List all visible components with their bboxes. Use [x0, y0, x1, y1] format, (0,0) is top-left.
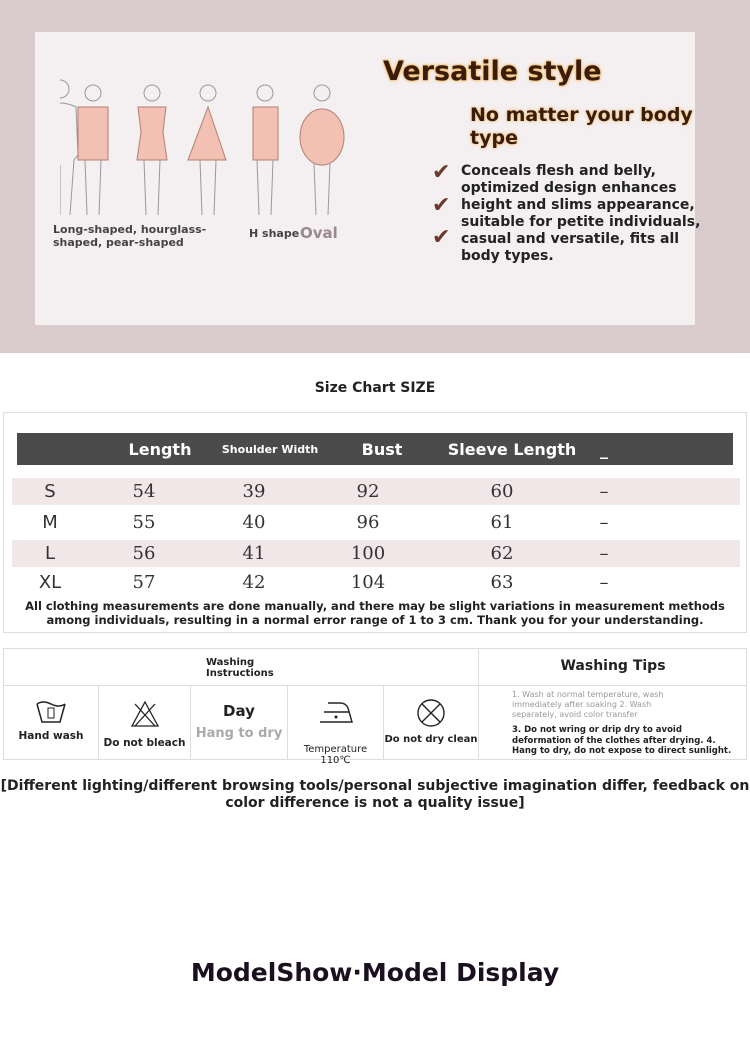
size-value: 55 — [132, 512, 156, 533]
no-dry-clean-icon — [416, 698, 446, 728]
size-cell: M — [42, 512, 58, 533]
shape-label-oval: Oval — [300, 224, 338, 242]
size-value: – — [599, 543, 609, 564]
hand-wash-icon — [34, 698, 68, 726]
washing-tip-2: 3. Do not wring or drip dry to avoid deformation of the clothes after drying. 4. Hang to dry, do not expose to direct sunlight. — [512, 725, 732, 756]
header-shoulder: Shoulder Width — [221, 443, 319, 456]
no-bleach-icon — [130, 700, 160, 728]
model-display-title: ModelShow·Model Display — [190, 958, 560, 987]
washing-table — [3, 648, 747, 766]
no-bleach-label: Do not bleach — [103, 737, 186, 749]
size-cell: S — [44, 481, 56, 502]
hero-title: Versatile style — [383, 56, 602, 87]
shape-label-h: H shape — [249, 227, 300, 240]
size-value: 56 — [132, 543, 156, 564]
size-value: 61 — [490, 512, 514, 533]
size-value: 57 — [132, 572, 156, 593]
hand-wash-label: Hand wash — [18, 730, 84, 742]
body-shapes-illustration — [60, 75, 360, 220]
hero-description: Conceals flesh and belly, optimized design enhances height and slims appearance, suitable for petite individuals, casual and versatile, fits all body types. — [461, 163, 701, 264]
check-icon: ✔ — [432, 193, 451, 218]
size-value: 40 — [242, 512, 266, 533]
header-bust: Bust — [361, 440, 403, 459]
hang-dry-label: Hang to dry — [195, 726, 283, 741]
size-value: – — [599, 481, 609, 502]
size-value: – — [599, 512, 609, 533]
color-disclaimer: [Different lighting/different browsing tools/personal subjective imagination differ, feedback on color difference is not a quality issue] — [0, 778, 750, 811]
iron-icon — [318, 700, 354, 724]
size-value: 54 — [132, 481, 156, 502]
size-value: 62 — [490, 543, 514, 564]
size-value: 41 — [242, 543, 266, 564]
size-row — [12, 509, 740, 536]
size-value: 104 — [350, 572, 386, 593]
hero-subtitle: No matter your body type — [470, 104, 693, 149]
size-value: 63 — [490, 572, 514, 593]
size-value: 60 — [490, 481, 514, 502]
size-value: 42 — [242, 572, 266, 593]
size-value: 92 — [356, 481, 380, 502]
size-row — [12, 540, 740, 567]
size-cell: XL — [38, 572, 62, 593]
temperature-label: Temperature 110℃ — [303, 744, 368, 766]
no-dry-clean-label: Do not dry clean — [384, 734, 478, 745]
day-label: Day — [223, 702, 255, 720]
size-value: – — [599, 572, 609, 593]
header-extra: _ — [600, 440, 608, 459]
washing-tip-1: 1. Wash at normal temperature, wash immediately after soaking 2. Wash separately, avoid color transfer — [512, 690, 664, 719]
size-chart-title: Size Chart SIZE — [314, 380, 436, 396]
size-chart-header — [17, 433, 733, 465]
size-row — [12, 569, 740, 596]
size-value: 100 — [350, 543, 386, 564]
size-note: All clothing measurements are done manually, and there may be slight variations in measurement methods among individuals, resulting in a normal error range of 1 to 3 cm. Thank you for your understanding. — [25, 599, 725, 627]
check-icon: ✔ — [432, 225, 451, 250]
size-value: 39 — [242, 481, 266, 502]
check-icon: ✔ — [432, 160, 451, 185]
size-cell: L — [44, 543, 56, 564]
size-value: 96 — [356, 512, 380, 533]
shape-label-long: Long-shaped, hourglass-shaped, pear-shaped — [53, 223, 207, 249]
washing-instructions-title: Washing Instructions — [206, 657, 274, 679]
washing-tips-title: Washing Tips — [479, 649, 747, 686]
size-row — [12, 478, 740, 505]
header-sleeve: Sleeve Length — [447, 440, 577, 459]
header-length: Length — [128, 440, 192, 459]
